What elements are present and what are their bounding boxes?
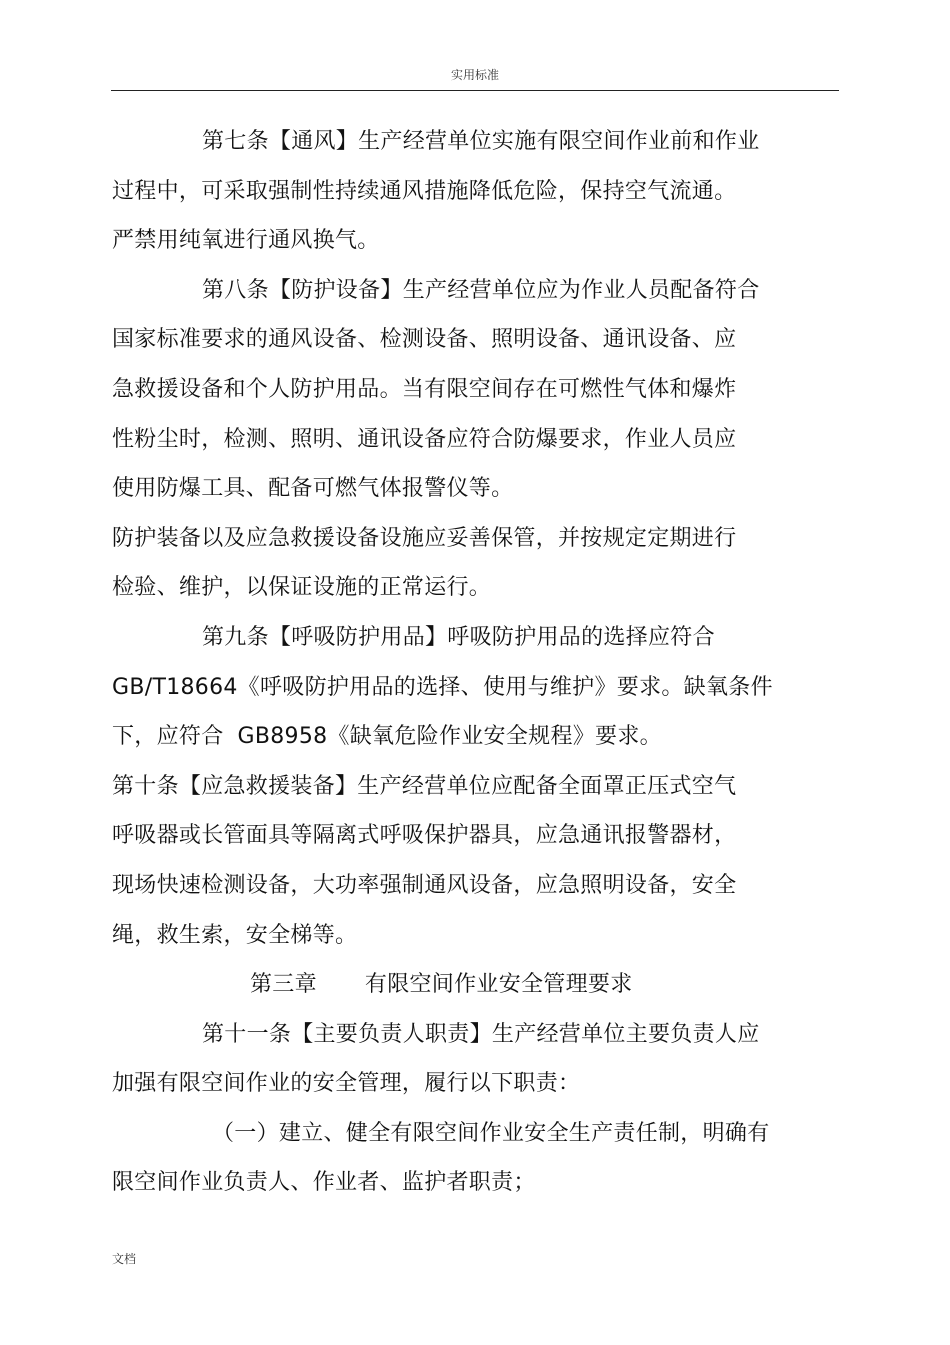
article-9-line-2: GB/T18664《呼吸防护用品的选择、使用与维护》要求。缺氧条件 <box>112 674 773 700</box>
article-8-line-5: 使用防爆工具、配备可燃气体报警仪等。 <box>112 476 514 502</box>
article-10-line-2: 呼吸器或长管面具等隔离式呼吸保护器具，应急通讯报警器材， <box>112 823 737 849</box>
article-8-line-1: 第八条【防护设备】生产经营单位应为作业人员配备符合 <box>202 277 760 303</box>
chapter-title: 有限空间作业安全管理要求 <box>364 972 633 998</box>
article-11-item-1-line-2: 限空间作业负责人、作业者、监护者职责； <box>112 1170 536 1196</box>
article-11-line-2: 加强有限空间作业的安全管理，履行以下职责： <box>112 1071 581 1097</box>
article-8-line-2: 国家标准要求的通风设备、检测设备、照明设备、通讯设备、应 <box>112 327 737 353</box>
article-9-line-3-end: GB8958《缺氧危险作业安全规程》要求。 <box>237 724 662 750</box>
article-10-line-1: 第十条【应急救援装备】生产经营单位应配备全面罩正压式空气 <box>112 773 737 799</box>
article-10-line-4: 绳，救生索，安全梯等。 <box>112 922 358 948</box>
article-11-line-1: 第十一条【主要负责人职责】生产经营单位主要负责人应 <box>202 1021 760 1047</box>
page-footer: 文档 <box>112 1252 137 1266</box>
article-8-line-7: 检验、维护，以保证设施的正常运行。 <box>112 575 492 601</box>
article-8-line-6: 防护装备以及应急救援设备设施应妥善保管，并按规定定期进行 <box>112 525 737 551</box>
article-7-line-3: 严禁用纯氧进行通风换气。 <box>112 228 380 254</box>
chapter-number: 第三章 <box>250 972 317 998</box>
article-8-line-3: 急救援设备和个人防护用品。当有限空间存在可燃性气体和爆炸 <box>112 376 737 402</box>
page-header: 实用标准 <box>450 68 499 82</box>
document-body <box>112 117 812 1208</box>
article-9-line-3 <box>112 712 812 762</box>
article-7-line-1: 第七条【通风】生产经营单位实施有限空间作业前和作业 <box>202 129 760 154</box>
article-10-line-3: 现场快速检测设备，大功率强制通风设备，应急照明设备，安全 <box>112 872 737 898</box>
header-divider <box>111 90 839 91</box>
article-7-line-2: 过程中，可采取强制性持续通风措施降低危险，保持空气流通。 <box>112 178 737 204</box>
article-8-line-4: 性粉尘时，检测、照明、通讯设备应符合防爆要求，作业人员应 <box>112 426 737 452</box>
article-11-item-1-line-1: （一）建立、健全有限空间作业安全生产责任制，明确有 <box>212 1120 770 1146</box>
article-9-line-1: 第九条【呼吸防护用品】呼吸防护用品的选择应符合 <box>202 624 715 650</box>
article-9-line-3-start: 下，应符合 <box>112 724 224 750</box>
chapter-3-heading <box>112 960 812 1010</box>
